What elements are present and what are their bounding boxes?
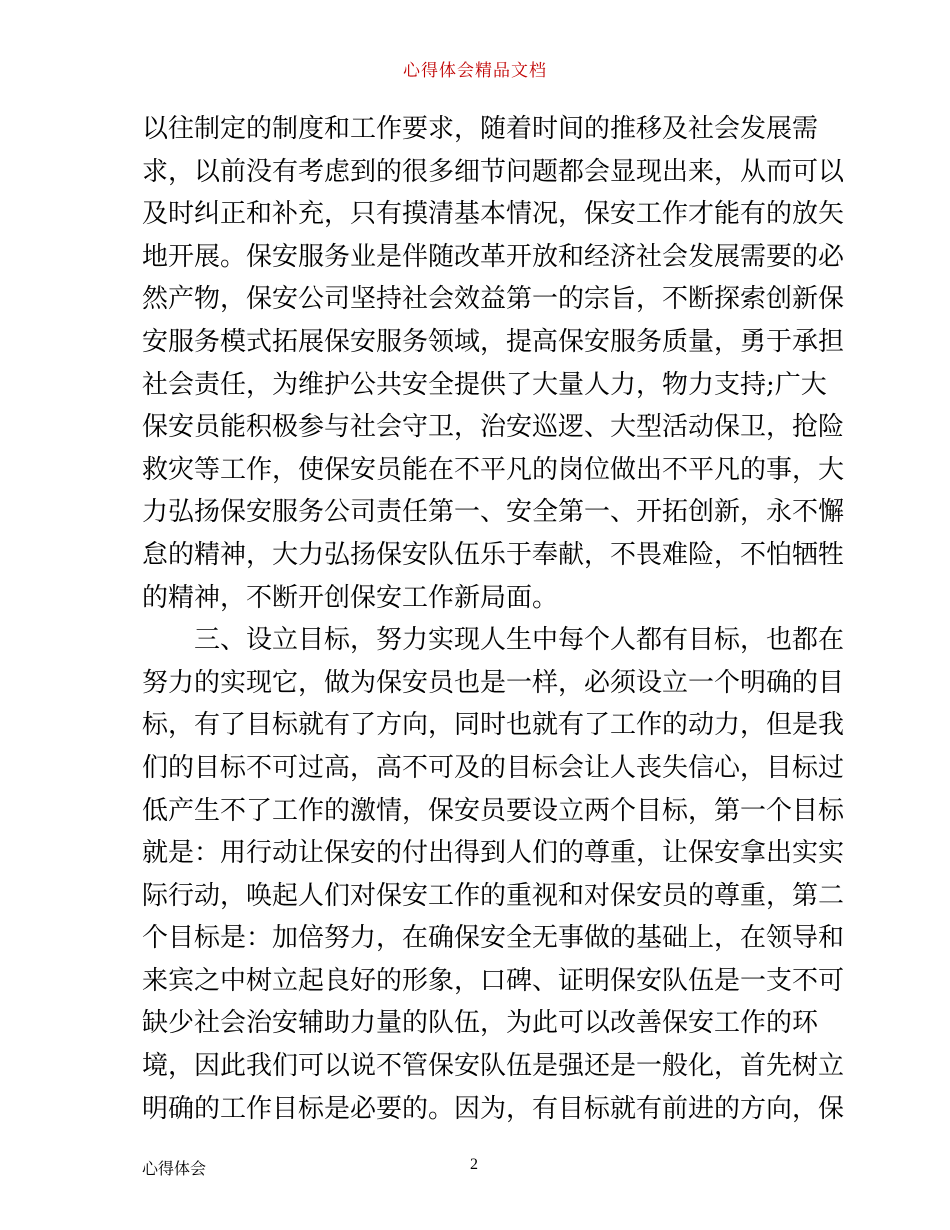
- text-line: 保安员能积极参与社会守卫，治安巡逻、大型活动保卫，抢险: [142, 412, 845, 443]
- text-line: 们的目标不可过高，高不可及的目标会让人丧失信心，目标过: [142, 752, 845, 783]
- paragraph-end-line: 的精神，不断开创保安工作新局面。: [142, 582, 559, 613]
- text-line: 缺少社会治安辅助力量的队伍，为此可以改善保安工作的环: [142, 1008, 819, 1039]
- text-line: 来宾之中树立起良好的形象，口碑、证明保安队伍是一支不可: [142, 965, 845, 996]
- text-line: 努力的实现它，做为保安员也是一样，必须设立一个明确的目: [142, 667, 845, 698]
- text-line: 个目标是：加倍努力，在确保安全无事做的基础上，在领导和: [142, 923, 845, 954]
- text-line: 救灾等工作，使保安员能在不平凡的岗位做出不平凡的事，大: [142, 454, 845, 485]
- text-line: 际行动，唤起人们对保安工作的重视和对保安员的尊重，第二: [142, 880, 845, 911]
- page-header-title: 心得体会精品文档: [403, 61, 547, 81]
- text-line: 境，因此我们可以说不管保安队伍是强还是一般化，首先树立: [142, 1051, 845, 1082]
- text-line: 力弘扬保安服务公司责任第一、安全第一、开拓创新，永不懈: [142, 497, 845, 528]
- text-line: 地开展。保安服务业是伴随改革开放和经济社会发展需要的必: [142, 241, 845, 272]
- text-line: 然产物，保安公司坚持社会效益第一的宗旨，不断探索创新保: [142, 284, 845, 315]
- text-line: 及时纠正和补充，只有摸清基本情况，保安工作才能有的放矢: [142, 199, 845, 230]
- text-line: 求，以前没有考虑到的很多细节问题都会显现出来，从而可以: [142, 156, 845, 187]
- text-line: 明确的工作目标是必要的。因为，有目标就有前进的方向，保: [142, 1093, 845, 1124]
- text-line: 标，有了目标就有了方向，同时也就有了工作的动力，但是我: [142, 710, 845, 741]
- text-line: 就是：用行动让保安的付出得到人们的尊重，让保安拿出实实: [142, 838, 845, 869]
- text-line: 安服务模式拓展保安服务领域，提高保安服务质量，勇于承担: [142, 326, 845, 357]
- text-line: 社会责任，为维护公共安全提供了大量人力，物力支持;广大: [142, 369, 827, 400]
- document-body: [142, 108, 845, 1130]
- page-number: 2: [470, 1156, 478, 1173]
- footer-label: 心得体会: [142, 1159, 207, 1178]
- text-line: 以往制定的制度和工作要求，随着时间的推移及社会发展需: [142, 114, 819, 144]
- section-heading-line: 三、设立目标，努力实现人生中每个人都有目标，也都在: [142, 625, 845, 656]
- text-line: 怠的精神，大力弘扬保安队伍乐于奉献，不畏难险，不怕牺牲: [142, 539, 845, 570]
- text-line: 低产生不了工作的激情，保安员要设立两个目标，第一个目标: [142, 795, 845, 826]
